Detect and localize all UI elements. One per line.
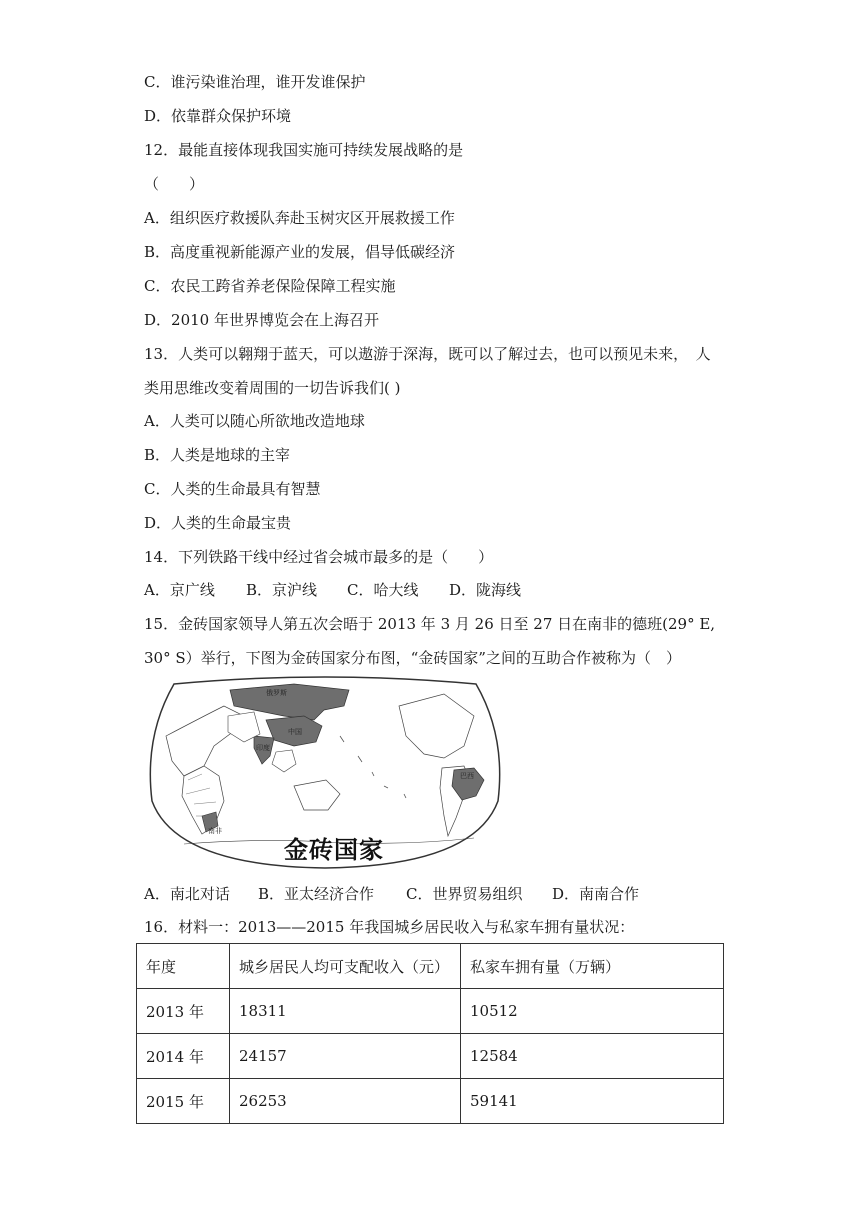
table-row bbox=[137, 1079, 724, 1124]
brazil-label: 巴西 bbox=[460, 772, 474, 780]
q15-stem-line1: 15．金砖国家领导人第五次会晤于 2013 年 3 月 26 日至 27 日在南非的德班(29° E, bbox=[144, 615, 716, 633]
q13-option-d: D．人类的生命最宝贵 bbox=[144, 514, 292, 532]
header-income: 城乡居民人均可支配收入（元） bbox=[230, 944, 461, 989]
income-car-table bbox=[136, 943, 724, 1124]
table-cell: 59141 bbox=[461, 1079, 724, 1124]
q13-stem-line1: 13．人类可以翱翔于蓝天，可以遨游于深海，既可以了解过去，也可以预见未来， 人 bbox=[144, 345, 711, 363]
q12-option-a: A．组织医疗救援队奔赴玉树灾区开展救援工作 bbox=[144, 209, 455, 227]
q12-stem: 12．最能直接体现我国实施可持续发展战略的是 bbox=[144, 141, 464, 159]
q14-option-a: A．京广线 bbox=[144, 581, 215, 599]
q15-option-d: D．南南合作 bbox=[552, 885, 640, 903]
q13-option-b: B．人类是地球的主宰 bbox=[144, 446, 291, 464]
table-cell: 26253 bbox=[230, 1079, 461, 1124]
table-cell: 2014 年 bbox=[137, 1034, 230, 1079]
table-header-row bbox=[137, 944, 724, 989]
header-cars: 私家车拥有量（万辆） bbox=[461, 944, 724, 989]
q14-option-c: C．哈大线 bbox=[347, 581, 419, 599]
q12-option-c: C．农民工跨省养老保险保障工程实施 bbox=[144, 277, 396, 295]
q14-stem: 14．下列铁路干线中经过省会城市最多的是（ ） bbox=[144, 548, 494, 566]
q14-options bbox=[144, 580, 521, 600]
header-year: 年度 bbox=[137, 944, 230, 989]
map-title: 金砖国家 bbox=[284, 836, 384, 864]
q15-option-c: C．世界贸易组织 bbox=[406, 885, 523, 903]
russia-label: 俄罗斯 bbox=[266, 689, 287, 697]
table-cell: 24157 bbox=[230, 1034, 461, 1079]
q13-option-c: C．人类的生命最具有智慧 bbox=[144, 480, 321, 498]
south-africa-label: 南非 bbox=[208, 827, 222, 835]
q12-option-b: B．高度重视新能源产业的发展，倡导低碳经济 bbox=[144, 243, 456, 261]
table-cell: 2013 年 bbox=[137, 989, 230, 1034]
q15-option-a: A．南北对话 bbox=[144, 885, 230, 903]
brics-world-map bbox=[144, 676, 506, 870]
china-label: 中国 bbox=[288, 728, 302, 736]
q12-option-d: D．2010 年世界博览会在上海召开 bbox=[144, 311, 379, 329]
q14-option-d: D．陇海线 bbox=[449, 581, 522, 599]
table-cell: 12584 bbox=[461, 1034, 724, 1079]
q14-option-b: B．京沪线 bbox=[246, 581, 318, 599]
india-label: 印度 bbox=[256, 744, 270, 752]
q12-paren: （ ） bbox=[144, 175, 205, 193]
q15-options bbox=[144, 884, 639, 904]
table-row bbox=[137, 989, 724, 1034]
q16-stem: 16．材料一：2013——2015 年我国城乡居民收入与私家车拥有量状况： bbox=[144, 918, 635, 936]
table-cell: 10512 bbox=[461, 989, 724, 1034]
q13-option-a: A．人类可以随心所欲地改造地球 bbox=[144, 412, 365, 430]
q11-option-c: C．谁污染谁治理，谁开发谁保护 bbox=[144, 73, 366, 91]
table-cell: 2015 年 bbox=[137, 1079, 230, 1124]
q15-stem-line2: 30° S）举行，下图为金砖国家分布图，“金砖国家”之间的互助合作被称为（ ） bbox=[144, 649, 681, 667]
q13-stem-line2: 类用思维改变着周围的一切告诉我们( ) bbox=[144, 379, 401, 397]
q15-option-b: B．亚太经济合作 bbox=[258, 885, 375, 903]
table-row bbox=[137, 1034, 724, 1079]
table-cell: 18311 bbox=[230, 989, 461, 1034]
q11-option-d: D．依靠群众保护环境 bbox=[144, 107, 292, 125]
